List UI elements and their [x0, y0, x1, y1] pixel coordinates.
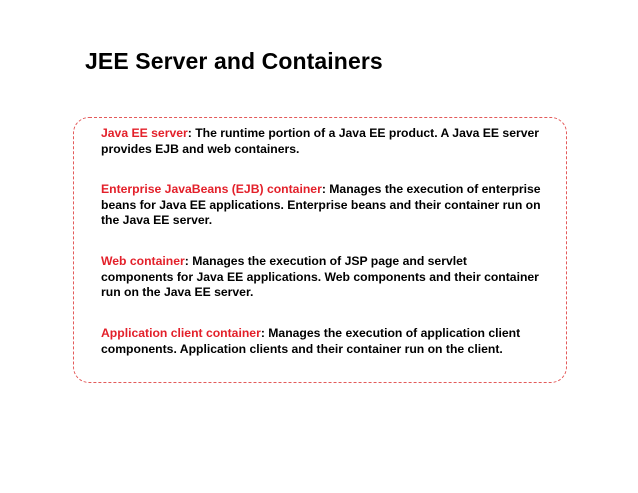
definition-web-container — [101, 254, 541, 301]
slide-title: JEE Server and Containers — [85, 48, 383, 74]
definition-java-ee-server — [101, 126, 541, 157]
definition-application-client-container — [101, 326, 541, 357]
description-ejb-container: : Manages the execution of enterprise beans for Java EE applications. Enterprise beans and their container run on the Java EE server. — [101, 182, 541, 227]
description-java-ee-server: : The runtime portion of a Java EE product. A Java EE server provides EJB and web containers. — [101, 126, 540, 156]
term-web-container: Web container — [101, 254, 185, 268]
description-web-container: : Manages the execution of JSP page and servlet components for Java EE applications. Web components and their container run on the Java EE server. — [101, 254, 539, 299]
term-ejb-container: Enterprise JavaBeans (EJB) container — [101, 182, 322, 196]
term-application-client-container: Application client container — [101, 326, 261, 340]
definition-ejb-container — [101, 182, 541, 229]
description-application-client-container: : Manages the execution of application client components. Application clients and their container run on the client. — [101, 326, 521, 356]
term-java-ee-server: Java EE server — [101, 126, 188, 140]
